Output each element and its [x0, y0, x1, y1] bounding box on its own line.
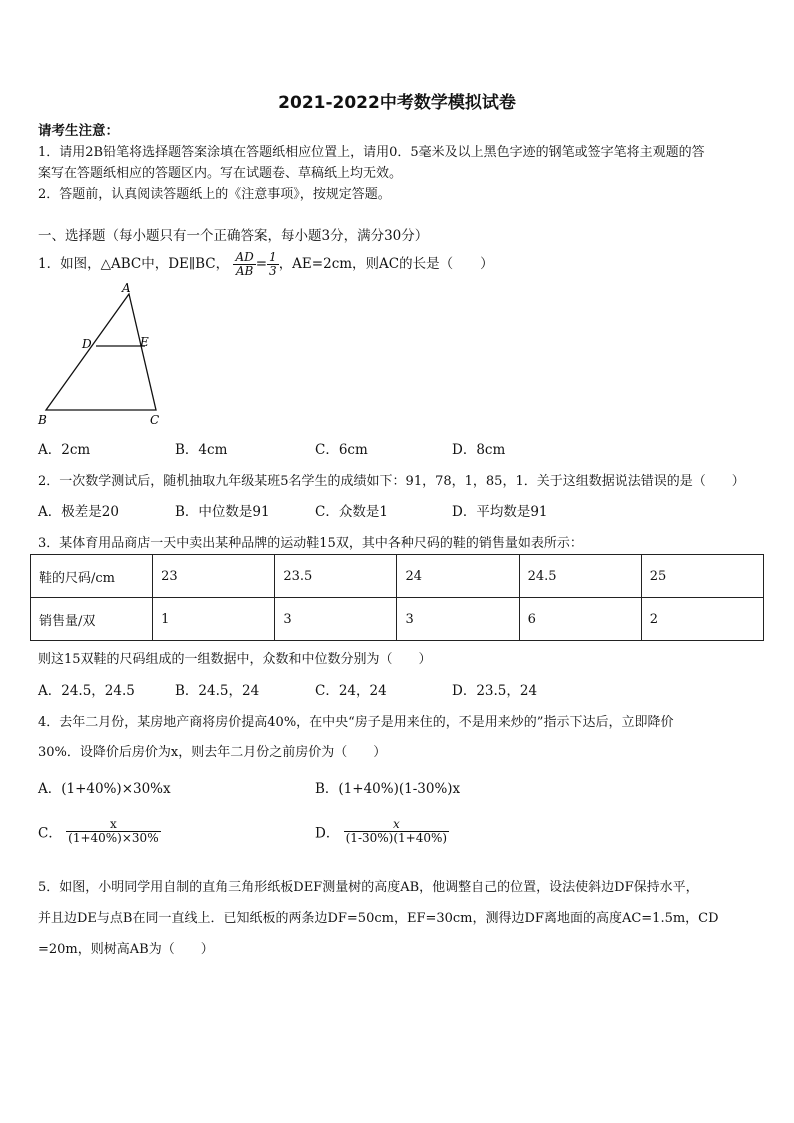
- table-row: [31, 555, 764, 598]
- question-5-line-2: 并且边DE与点B在同一直线上．已知纸板的两条边DF=50cm，EF=30cm，测得边DF离地面的高度AC=1.5m，CD: [38, 911, 719, 926]
- q4-option-c-label: C．: [38, 825, 62, 842]
- table-cell: 1: [153, 598, 275, 641]
- table-cell: 2: [641, 598, 763, 641]
- q1-triangle-figure: [34, 282, 174, 432]
- q1-option-a[interactable]: A．2cm: [38, 442, 91, 458]
- question-3: 3．某体育用品商店一天中卖出某种品牌的运动鞋15双，其中各种尺码的鞋的销售量如表所示：: [38, 536, 583, 551]
- question-5-line-3: =20m，则树高AB为（ ）: [38, 942, 214, 957]
- q1-fraction-one-third: $\frac{1}{3}$: [269, 250, 277, 278]
- label-a: A: [122, 282, 131, 295]
- notice-heading: 请考生注意：: [38, 123, 119, 139]
- page-title: 2021-2022中考数学模拟试卷: [278, 93, 516, 113]
- q3-question-text: 则这15双鞋的尺码组成的一组数据中，众数和中位数分别为（ ）: [38, 652, 432, 667]
- q1-prefix: 1．如图，△ABC中，DE∥BC，: [38, 256, 230, 272]
- q1-fraction-ad-ab: $\frac{AD}{AB}$: [235, 250, 254, 278]
- table-cell: 23.5: [275, 555, 397, 598]
- question-2: 2．一次数学测试后，随机抽取九年级某班5名学生的成绩如下：91，78，1，85，1．关于这组数据说法错误的是（ ）: [38, 474, 745, 489]
- table-cell: 鞋的尺码/cm: [31, 555, 153, 598]
- table-cell: 24.5: [519, 555, 641, 598]
- table-cell: 3: [275, 598, 397, 641]
- table-row: [31, 598, 764, 641]
- q2-option-c[interactable]: C．众数是1: [315, 504, 388, 520]
- table-cell: 25: [641, 555, 763, 598]
- q3-option-b[interactable]: B．24.5，24: [175, 683, 260, 699]
- table-cell: 23: [153, 555, 275, 598]
- q1-option-b[interactable]: B．4cm: [175, 442, 228, 458]
- label-b: B: [38, 413, 47, 427]
- table-cell: 3: [397, 598, 519, 641]
- shoe-size-table: [30, 554, 764, 641]
- q2-option-d[interactable]: D．平均数是91: [452, 504, 548, 520]
- label-d: D: [82, 337, 92, 351]
- q1-suffix: ，AE=2cm，则AC的长是（ ）: [278, 256, 494, 272]
- table-cell: 6: [519, 598, 641, 641]
- q4-option-b[interactable]: B．(1+40%)(1-30%)x: [315, 781, 461, 797]
- q3-option-a[interactable]: A．24.5，24.5: [38, 683, 135, 699]
- label-e: E: [140, 335, 149, 349]
- question-1: [38, 250, 494, 278]
- notice-line-1a: 1．请用2B铅笔将选择题答案涂填在答题纸相应位置上，请用0．5毫米及以上黑色字迹的钢笔或签字笔将主观题的答: [38, 145, 705, 160]
- q4-option-c-fraction: $\frac{x}{(1+40\%)\times 30\%}$: [68, 817, 159, 845]
- notice-line-1b: 案写在答题纸相应的答题区内。写在试题卷、草稿纸上均无效。: [38, 166, 403, 181]
- table-cell: 24: [397, 555, 519, 598]
- notice-line-2: 2．答题前，认真阅读答题纸上的《注意事项》，按规定答题。: [38, 187, 391, 202]
- question-4-line-1: 4．去年二月份，某房地产商将房价提高40%，在中央“房子是用来住的，不是用来炒的”指示下达后，立即降价: [38, 715, 674, 730]
- q4-option-c[interactable]: [38, 818, 161, 845]
- q4-option-d[interactable]: [315, 818, 449, 845]
- q4-option-d-label: D．: [315, 825, 340, 842]
- q3-option-d[interactable]: D．23.5，24: [452, 683, 538, 699]
- q1-option-c[interactable]: C．6cm: [315, 442, 368, 458]
- q2-option-a[interactable]: A．极差是20: [38, 504, 119, 520]
- table-cell: 销售量/双: [31, 598, 153, 641]
- q2-option-b[interactable]: B．中位数是91: [175, 504, 270, 520]
- q1-equals: =: [255, 256, 268, 272]
- question-4-line-2: 30%．设降价后房价为x，则去年二月份之前房价为（ ）: [38, 745, 387, 760]
- q1-option-d[interactable]: D．8cm: [452, 442, 506, 458]
- q3-option-c[interactable]: C．24，24: [315, 683, 387, 699]
- q4-option-d-fraction: $\frac{x}{(1-30\%)(1+40\%)}$: [345, 817, 448, 845]
- label-c: C: [150, 413, 160, 427]
- section-heading: 一、选择题（每小题只有一个正确答案，每小题3分，满分30分）: [38, 228, 429, 244]
- question-5-line-1: 5．如图，小明同学用自制的直角三角形纸板DEF测量树的高度AB，他调整自己的位置，设法使斜边DF保持水平，: [38, 880, 699, 895]
- q4-option-a[interactable]: A．(1+40%)×30%x: [38, 781, 171, 797]
